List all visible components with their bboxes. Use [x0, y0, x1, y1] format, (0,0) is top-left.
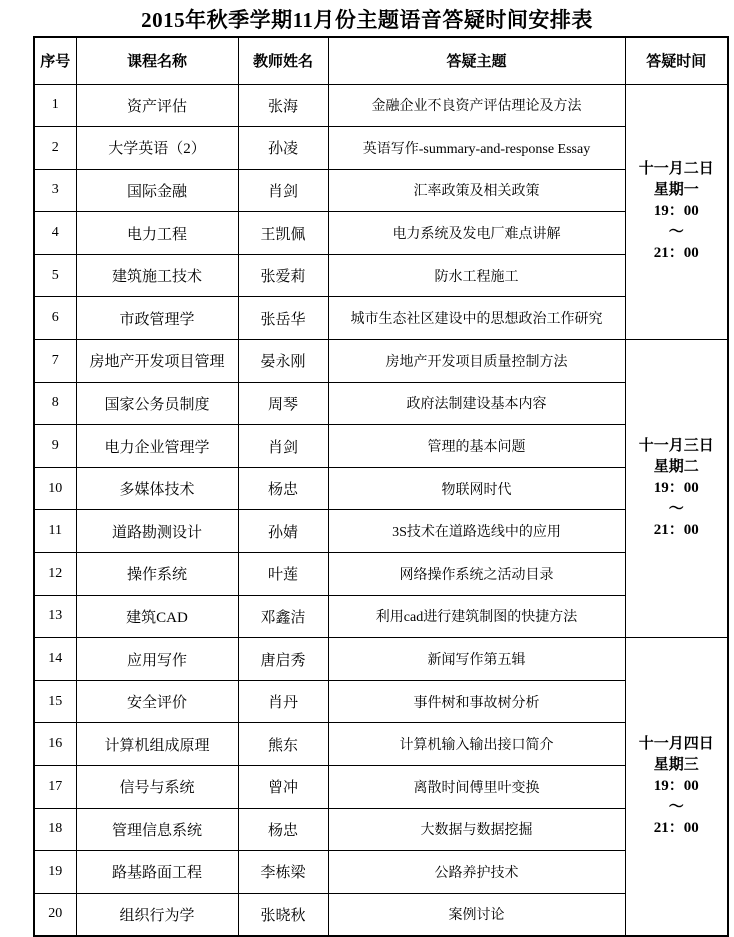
row-number-cell: 9	[34, 425, 76, 468]
table-row	[34, 425, 728, 468]
course-name-cell: 操作系统	[76, 553, 238, 596]
course-name-cell: 安全评价	[76, 680, 238, 723]
time-line: 21：00	[653, 820, 699, 837]
table-row	[34, 553, 728, 596]
row-number-cell: 8	[34, 382, 76, 425]
table-row	[34, 127, 728, 170]
course-name-cell: 信号与系统	[76, 766, 238, 809]
topic-cell: 计算机输入输出接口简介	[328, 723, 625, 766]
row-number-cell: 3	[34, 169, 76, 212]
teacher-name-cell: 叶莲	[238, 553, 328, 596]
table-row	[34, 808, 728, 851]
time-line: 星期二	[653, 459, 699, 476]
teacher-name-cell: 熊东	[238, 723, 328, 766]
table-row	[34, 680, 728, 723]
table-row	[34, 212, 728, 255]
row-number-cell: 2	[34, 127, 76, 170]
table-row	[34, 382, 728, 425]
table-row	[34, 340, 728, 383]
topic-cell: 大数据与数据挖掘	[328, 808, 625, 851]
table-row	[34, 254, 728, 297]
topic-cell: 房地产开发项目质量控制方法	[328, 340, 625, 383]
table-row	[34, 84, 728, 127]
topic-cell: 政府法制建设基本内容	[328, 382, 625, 425]
teacher-name-cell: 唐启秀	[238, 638, 328, 681]
course-name-cell: 资产评估	[76, 84, 238, 127]
course-name-cell: 道路勘测设计	[76, 510, 238, 553]
row-number-cell: 14	[34, 638, 76, 681]
table-row	[34, 467, 728, 510]
header-course: 课程名称	[76, 37, 238, 84]
teacher-name-cell: 孙婧	[238, 510, 328, 553]
row-number-cell: 6	[34, 297, 76, 340]
time-line: 19：00	[653, 778, 699, 795]
row-number-cell: 17	[34, 766, 76, 809]
row-number-cell: 11	[34, 510, 76, 553]
time-line: ～	[668, 501, 684, 518]
table-row	[34, 595, 728, 638]
page-title: 2015年秋季学期11月份主题语音答疑时间安排表	[141, 8, 593, 32]
course-name-cell: 国家公务员制度	[76, 382, 238, 425]
course-name-cell: 建筑CAD	[76, 595, 238, 638]
row-number-cell: 18	[34, 808, 76, 851]
row-number-cell: 1	[34, 84, 76, 127]
teacher-name-cell: 肖剑	[238, 169, 328, 212]
teacher-name-cell: 王凯佩	[238, 212, 328, 255]
course-name-cell: 房地产开发项目管理	[76, 340, 238, 383]
topic-cell: 3S技术在道路选线中的应用	[328, 510, 625, 553]
header-teacher: 教师姓名	[238, 37, 328, 84]
time-line: 21：00	[653, 245, 699, 262]
row-number-cell: 13	[34, 595, 76, 638]
row-number-cell: 4	[34, 212, 76, 255]
teacher-name-cell: 曾冲	[238, 766, 328, 809]
topic-cell: 金融企业不良资产评估理论及方法	[328, 84, 625, 127]
row-number-cell: 20	[34, 893, 76, 936]
teacher-name-cell: 孙凌	[238, 127, 328, 170]
course-name-cell: 市政管理学	[76, 297, 238, 340]
row-number-cell: 16	[34, 723, 76, 766]
course-name-cell: 组织行为学	[76, 893, 238, 936]
topic-cell: 公路养护技术	[328, 851, 625, 894]
time-cell	[625, 638, 728, 936]
course-name-cell: 电力企业管理学	[76, 425, 238, 468]
time-cell	[625, 340, 728, 638]
teacher-name-cell: 杨忠	[238, 808, 328, 851]
row-number-cell: 12	[34, 553, 76, 596]
topic-cell: 物联网时代	[328, 467, 625, 510]
topic-cell: 管理的基本问题	[328, 425, 625, 468]
table-row	[34, 766, 728, 809]
time-line: 21：00	[653, 522, 699, 539]
teacher-name-cell: 邓鑫洁	[238, 595, 328, 638]
header-row	[34, 37, 728, 84]
time-line: 星期一	[653, 182, 699, 199]
course-name-cell: 大学英语（2）	[76, 127, 238, 170]
topic-cell: 新闻写作第五辑	[328, 638, 625, 681]
topic-cell: 案例讨论	[328, 893, 625, 936]
table-row	[34, 510, 728, 553]
teacher-name-cell: 李栋梁	[238, 851, 328, 894]
teacher-name-cell: 张爱莉	[238, 254, 328, 297]
topic-cell: 防水工程施工	[328, 254, 625, 297]
teacher-name-cell: 肖丹	[238, 680, 328, 723]
topic-cell: 英语写作-summary-and-response Essay	[328, 127, 625, 170]
topic-cell: 汇率政策及相关政策	[328, 169, 625, 212]
topic-cell: 利用cad进行建筑制图的快捷方法	[328, 595, 625, 638]
time-line: 十一月四日	[638, 736, 714, 753]
teacher-name-cell: 张岳华	[238, 297, 328, 340]
time-line: ～	[668, 224, 684, 241]
topic-cell: 电力系统及发电厂难点讲解	[328, 212, 625, 255]
row-number-cell: 15	[34, 680, 76, 723]
course-name-cell: 计算机组成原理	[76, 723, 238, 766]
course-name-cell: 建筑施工技术	[76, 254, 238, 297]
course-name-cell: 管理信息系统	[76, 808, 238, 851]
table-row	[34, 851, 728, 894]
course-name-cell: 电力工程	[76, 212, 238, 255]
topic-cell: 离散时间傅里叶变换	[328, 766, 625, 809]
header-no: 序号	[34, 37, 76, 84]
time-line: 星期三	[653, 757, 699, 774]
course-name-cell: 国际金融	[76, 169, 238, 212]
table-row	[34, 297, 728, 340]
course-name-cell: 路基路面工程	[76, 851, 238, 894]
time-line: 十一月二日	[638, 161, 714, 178]
schedule-table	[33, 36, 729, 937]
teacher-name-cell: 周琴	[238, 382, 328, 425]
header-time: 答疑时间	[625, 37, 728, 84]
row-number-cell: 7	[34, 340, 76, 383]
topic-cell: 事件树和事故树分析	[328, 680, 625, 723]
topic-cell: 城市生态社区建设中的思想政治工作研究	[328, 297, 625, 340]
table-row	[34, 723, 728, 766]
table-row	[34, 169, 728, 212]
time-line: 19：00	[653, 480, 699, 497]
teacher-name-cell: 杨忠	[238, 467, 328, 510]
course-name-cell: 多媒体技术	[76, 467, 238, 510]
table-row	[34, 893, 728, 936]
row-number-cell: 10	[34, 467, 76, 510]
header-topic: 答疑主题	[328, 37, 625, 84]
row-number-cell: 19	[34, 851, 76, 894]
time-line: 19：00	[653, 203, 699, 220]
time-line: 十一月三日	[638, 438, 714, 455]
topic-cell: 网络操作系统之活动目录	[328, 553, 625, 596]
teacher-name-cell: 张海	[238, 84, 328, 127]
teacher-name-cell: 张晓秋	[238, 893, 328, 936]
time-line: ～	[668, 799, 684, 816]
row-number-cell: 5	[34, 254, 76, 297]
course-name-cell: 应用写作	[76, 638, 238, 681]
teacher-name-cell: 肖剑	[238, 425, 328, 468]
teacher-name-cell: 晏永刚	[238, 340, 328, 383]
table-row	[34, 638, 728, 681]
time-cell	[625, 84, 728, 340]
